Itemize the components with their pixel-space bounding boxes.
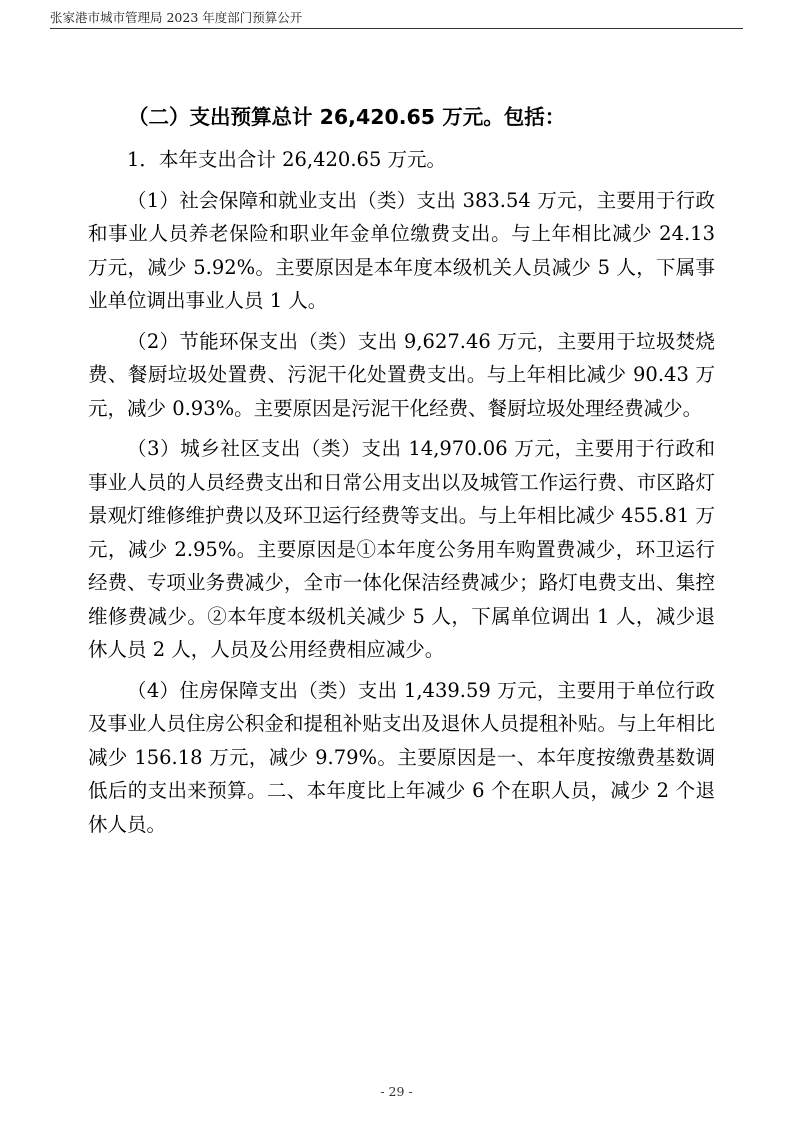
document-body	[88, 100, 715, 841]
paragraph-housing: （4）住房保障支出（类）支出 1,439.59 万元，主要用于单位行政及事业人员住房公积金和提租补贴支出及退休人员提租补贴。与上年相比减少 156.18 万元，减少 9.79%。主要原因是一、本年度按缴费基数调低后的支出来预算。二、本年度比上年减少 6 个在职人员，减少 2 个退休人员。	[88, 678, 715, 836]
paragraph-urban-rural: （3）城乡社区支出（类）支出 14,970.06 万元，主要用于行政和事业人员的人员经费支出和日常公用支出以及城管工作运行费、市区路灯景观灯维修维护费以及环卫运行经费等支出。与上年相比减少 455.81 万元，减少 2.95%。主要原因是①本年度公务用车购置费减少，环卫运行经费、专项业务费减少，全市一体化保洁经费减少；路灯电费支出、集控维修费减少。②本年度本级机关减少 5 人，下属单位调出 1 人，减少退休人员 2 人，人员及公用经费相应减少。	[88, 437, 715, 661]
paragraph-total: 1．本年支出合计 26,420.65 万元。	[127, 148, 447, 171]
header-divider	[50, 28, 743, 29]
page-number: - 29 -	[380, 1084, 413, 1099]
paragraph-social-security: （1）社会保障和就业支出（类）支出 383.54 万元，主要用于行政和事业人员养老保险和职业年金单位缴费支出。与上年相比减少 24.13 万元，减少 5.92%。主要原因是本年度本级机关人员减少 5 人，下属事业单位调出事业人员 1 人。	[88, 188, 715, 312]
page-header: 张家港市城市管理局 2023 年度部门预算公开	[50, 10, 303, 25]
section-heading: （二）支出预算总计 26,420.65 万元。包括：	[128, 105, 566, 129]
paragraph-energy-environment: （2）节能环保支出（类）支出 9,627.46 万元，主要用于垃圾焚烧费、餐厨垃圾处置费、污泥干化处置费支出。与上年相比减少 90.43 万元，减少 0.93%。主要原因是污泥干化经费、餐厨垃圾处理经费减少。	[88, 329, 715, 420]
